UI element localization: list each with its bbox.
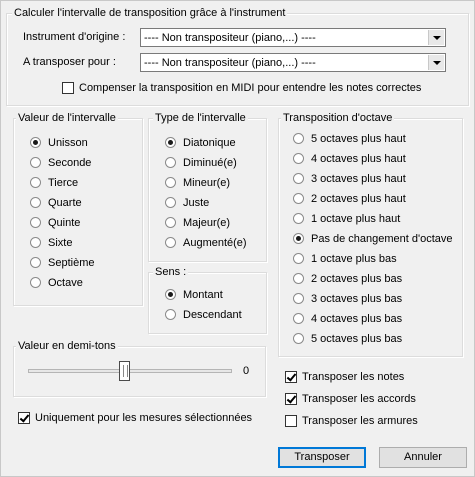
radio-dot[interactable] — [293, 273, 304, 284]
interval-type-radio-label: Majeur(e) — [183, 217, 231, 229]
octave-title: Transposition d'octave — [283, 112, 393, 124]
direction-title: Sens : — [155, 266, 187, 278]
interval-value-radio-label: Unisson — [48, 137, 88, 149]
only-selected-label: Uniquement pour les mesures sélectionnées — [35, 412, 253, 424]
target-instrument-value: ---- Non transpositeur (piano,...) ---- — [144, 57, 316, 69]
octave-radio-3-octaves-plus-bas[interactable] — [293, 292, 453, 306]
target-instrument-label: A transposer pour : — [23, 56, 116, 68]
transpose-chords-checkbox[interactable] — [285, 392, 425, 406]
direction-radio-label: Descendant — [183, 309, 242, 321]
radio-dot[interactable] — [293, 193, 304, 204]
checkbox-box[interactable] — [285, 415, 297, 427]
checkbox-box[interactable] — [285, 371, 297, 383]
octave-radio-label: Pas de changement d'octave — [311, 233, 453, 245]
semitones-title: Valeur en demi-tons — [18, 340, 116, 352]
radio-dot[interactable] — [293, 133, 304, 144]
transpose-button[interactable]: Transposer — [278, 447, 366, 468]
interval-type-radio-label: Juste — [183, 197, 210, 209]
radio-dot[interactable] — [165, 177, 176, 188]
radio-dot[interactable] — [293, 213, 304, 224]
target-instrument-select[interactable] — [140, 53, 446, 72]
origin-instrument-select[interactable] — [140, 28, 446, 47]
origin-instrument-value: ---- Non transpositeur (piano,...) ---- — [144, 32, 316, 44]
interval-value-radio-label: Tierce — [48, 177, 79, 189]
radio-dot[interactable] — [165, 237, 176, 248]
midi-compensate-label: Compenser la transposition en MIDI pour entendre les notes correctes — [79, 82, 422, 94]
octave-radio-5-octaves-plus-haut[interactable] — [293, 132, 453, 146]
cancel-button[interactable]: Annuler — [379, 447, 467, 468]
octave-radio-pas-de-changement-d-octave[interactable] — [293, 232, 453, 246]
octave-radio-label: 1 octave plus bas — [311, 253, 397, 265]
interval-value-radio-label: Septième — [48, 257, 95, 269]
octave-radio-5-octaves-plus-bas[interactable] — [293, 332, 453, 346]
radio-dot[interactable] — [30, 197, 41, 208]
interval-type-radio-label: Mineur(e) — [183, 177, 231, 189]
interval-value-radio-label: Seconde — [48, 157, 92, 169]
interval-value-radio-label: Octave — [48, 277, 83, 289]
radio-dot[interactable] — [30, 237, 41, 248]
octave-radio-label: 1 octave plus haut — [311, 213, 401, 225]
octave-radio-label: 5 octaves plus bas — [311, 333, 403, 345]
midi-compensate-checkbox[interactable] — [62, 81, 422, 95]
octave-radio-label: 4 octaves plus haut — [311, 153, 406, 165]
only-selected-checkbox[interactable] — [18, 411, 258, 425]
radio-dot[interactable] — [293, 253, 304, 264]
interval-value-radio-label: Quarte — [48, 197, 82, 209]
semitones-value: 0 — [243, 365, 250, 377]
instrument-group-title: Calculer l'intervalle de transposition grâce à l'instrument — [14, 7, 286, 19]
semitones-slider-track[interactable] — [28, 369, 232, 373]
radio-dot[interactable] — [165, 289, 176, 300]
radio-dot[interactable] — [30, 277, 41, 288]
interval-value-title: Valeur de l'intervalle — [18, 112, 116, 124]
radio-dot[interactable] — [165, 309, 176, 320]
radio-dot[interactable] — [30, 137, 41, 148]
octave-radio-label: 3 octaves plus haut — [311, 173, 406, 185]
direction-group — [148, 266, 267, 334]
octave-radio-4-octaves-plus-bas[interactable] — [293, 312, 453, 326]
radio-dot[interactable] — [293, 233, 304, 244]
octave-radio-2-octaves-plus-haut[interactable] — [293, 192, 453, 206]
chevron-down-icon[interactable] — [428, 30, 444, 45]
checkbox-box[interactable] — [62, 82, 74, 94]
octave-radio-label: 2 octaves plus bas — [311, 273, 403, 285]
radio-dot[interactable] — [165, 157, 176, 168]
octave-radio-4-octaves-plus-haut[interactable] — [293, 152, 453, 166]
origin-instrument-label: Instrument d'origine : — [23, 31, 126, 43]
octave-radio-3-octaves-plus-haut[interactable] — [293, 172, 453, 186]
transpose-notes-label: Transposer les notes — [302, 371, 405, 383]
radio-dot[interactable] — [165, 217, 176, 228]
octave-radio-label: 4 octaves plus bas — [311, 313, 403, 325]
checkbox-box[interactable] — [18, 412, 30, 424]
radio-dot[interactable] — [30, 177, 41, 188]
radio-dot[interactable] — [293, 153, 304, 164]
octave-radio-1-octave-plus-haut[interactable] — [293, 212, 453, 226]
radio-dot[interactable] — [30, 157, 41, 168]
radio-dot[interactable] — [293, 173, 304, 184]
octave-radio-1-octave-plus-bas[interactable] — [293, 252, 453, 266]
direction-radio-label: Montant — [183, 289, 223, 301]
transpose-keys-checkbox[interactable] — [285, 414, 425, 428]
radio-dot[interactable] — [293, 293, 304, 304]
interval-type-radio-label: Diatonique — [183, 137, 236, 149]
octave-radio-label: 2 octaves plus haut — [311, 193, 406, 205]
interval-type-radio-label: Augmenté(e) — [183, 237, 247, 249]
transpose-chords-label: Transposer les accords — [302, 393, 416, 405]
interval-value-radio-label: Sixte — [48, 237, 73, 249]
octave-radio-label: 5 octaves plus haut — [311, 133, 406, 145]
octave-radio-label: 3 octaves plus bas — [311, 293, 403, 305]
radio-dot[interactable] — [293, 333, 304, 344]
interval-type-title: Type de l'intervalle — [155, 112, 246, 124]
chevron-down-icon[interactable] — [428, 55, 444, 70]
radio-dot[interactable] — [30, 257, 41, 268]
octave-radio-2-octaves-plus-bas[interactable] — [293, 272, 453, 286]
radio-dot[interactable] — [293, 313, 304, 324]
radio-dot[interactable] — [165, 137, 176, 148]
transpose-keys-label: Transposer les armures — [302, 415, 418, 427]
checkbox-box[interactable] — [285, 393, 297, 405]
radio-dot[interactable] — [30, 217, 41, 228]
radio-dot[interactable] — [165, 197, 176, 208]
interval-value-radio-label: Quinte — [48, 217, 81, 229]
interval-type-radio-label: Diminué(e) — [183, 157, 237, 169]
transpose-notes-checkbox[interactable] — [285, 370, 415, 384]
semitones-slider-thumb[interactable] — [119, 361, 130, 381]
